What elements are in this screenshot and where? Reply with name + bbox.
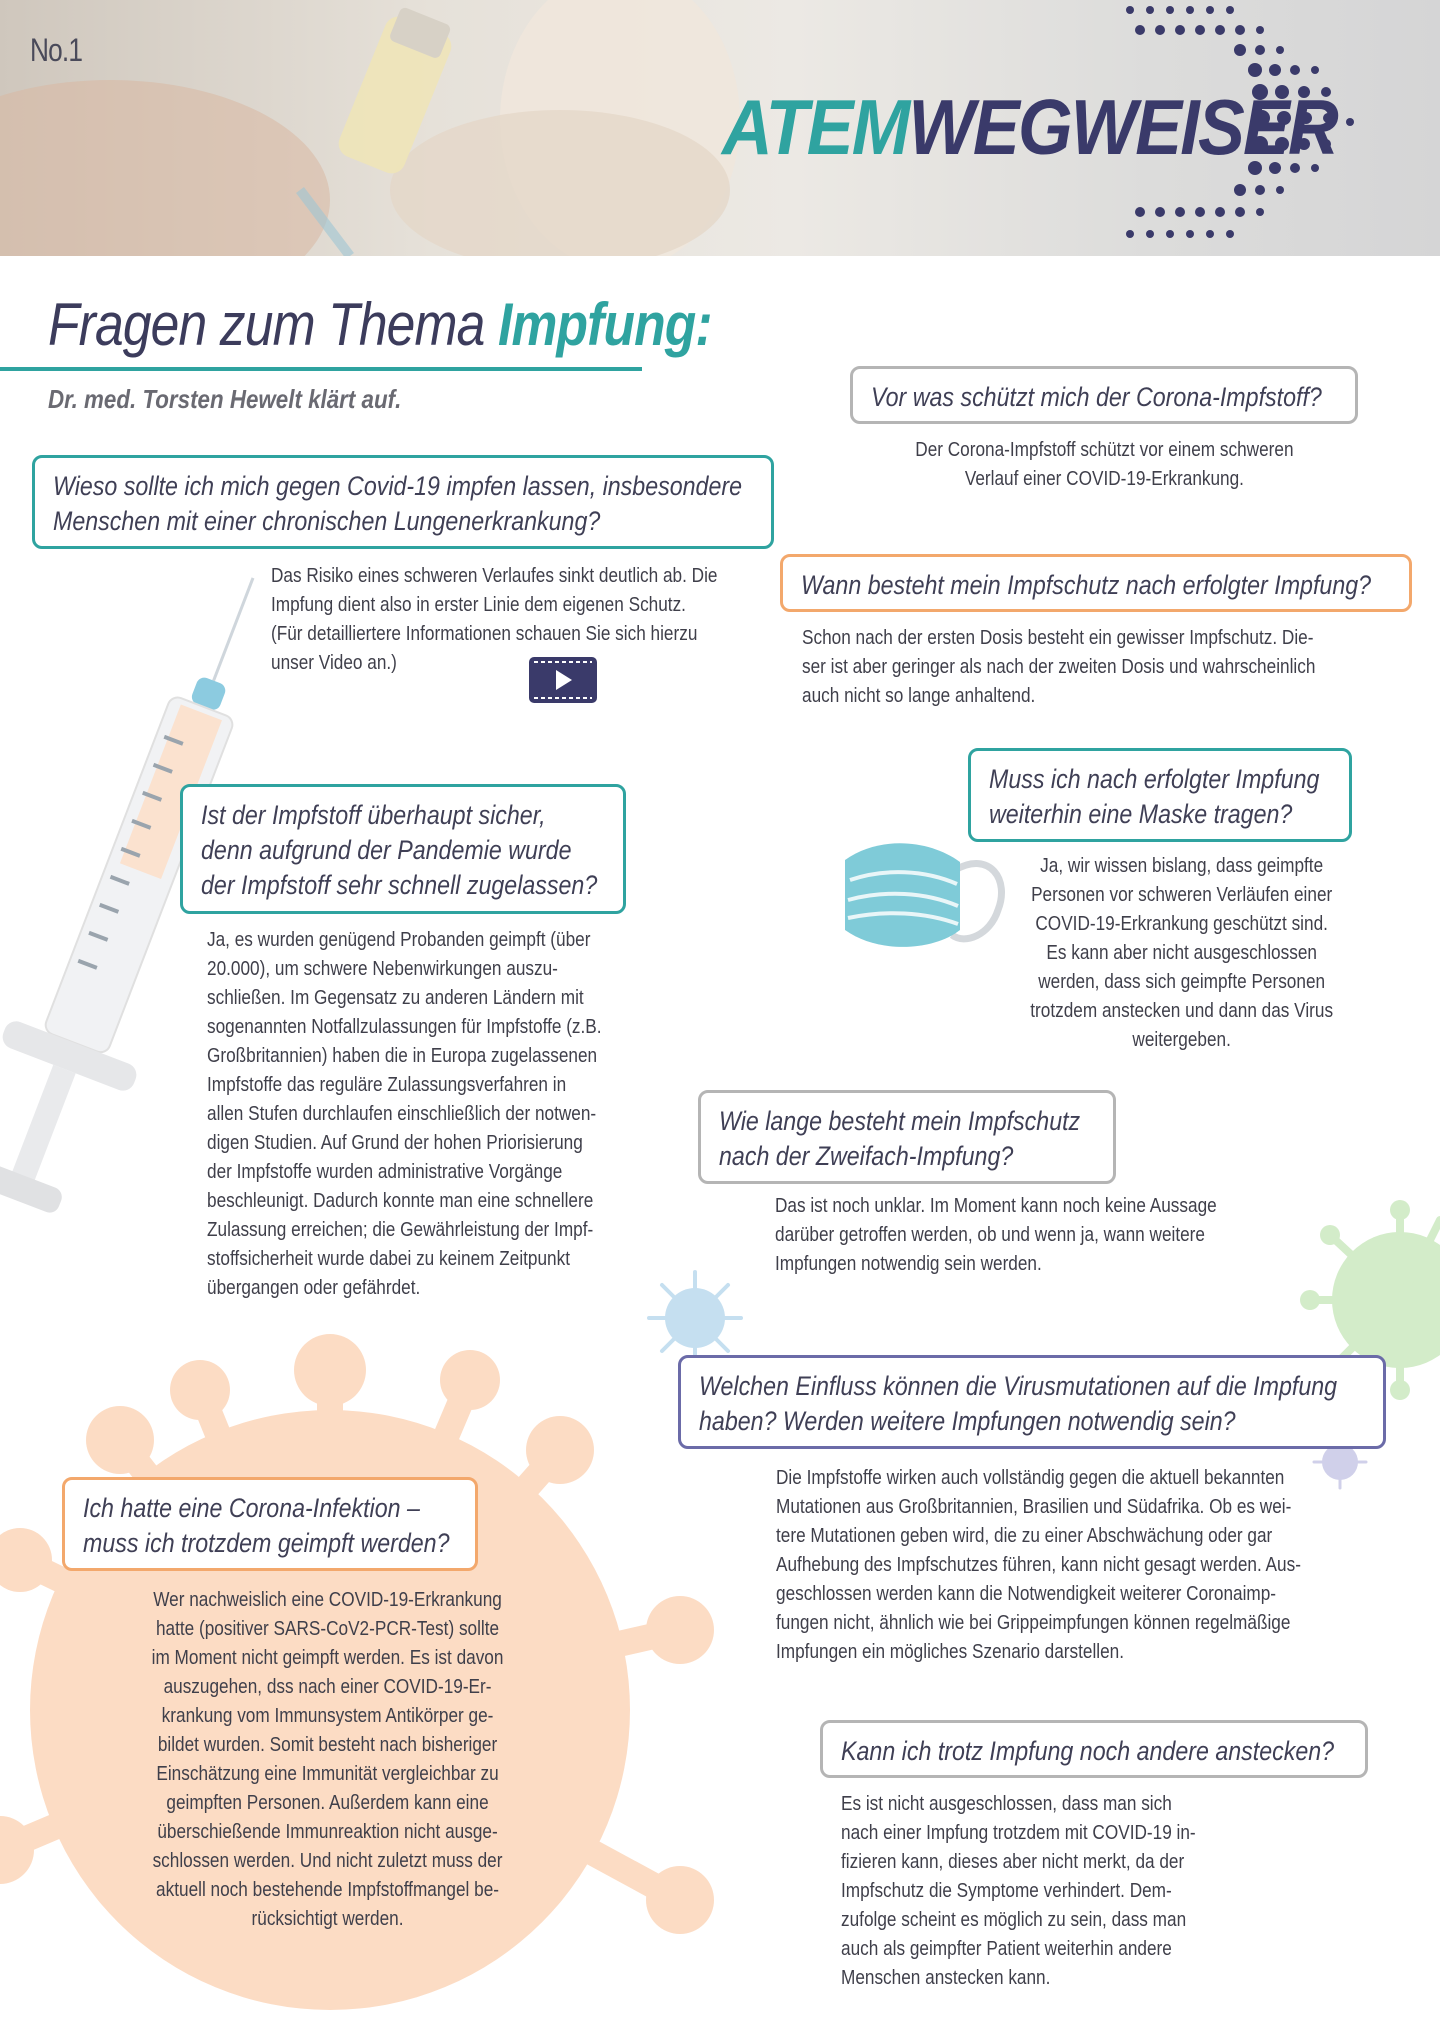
answer-line: Menschen anstecken kann. [841, 1967, 1051, 1989]
question-line: Wann besteht mein Impfschutz nach erfolgter Impfung? [801, 570, 1372, 600]
answer-line: krankung vom Immunsystem Antikörper ge- [162, 1705, 494, 1727]
answer-line: darüber getroffen werden, ob und wenn ja, wann weitere [775, 1224, 1205, 1246]
question-line: haben? Werden weitere Impfungen notwendig sein? [699, 1406, 1236, 1436]
answer-safe [207, 926, 657, 1303]
answer-line: geschlossen werden kann die Notwendigkeit weiterer Coronaimp- [776, 1583, 1277, 1605]
answer-line: nach einer Impfung trotzdem mit COVID-19 in- [841, 1822, 1196, 1844]
answer-line: Das ist noch unklar. Im Moment kann noch keine Aussage [775, 1195, 1217, 1217]
question-line: weiterhin eine Maske tragen? [989, 799, 1293, 829]
title-underline [0, 367, 642, 371]
issue-number: No.1 [30, 32, 83, 68]
answer-line: der Impfstoffe wurden administrative Vorgänge [207, 1161, 563, 1183]
answer-infection [110, 1586, 546, 1934]
answer-protects [850, 436, 1358, 494]
answer-mask [1000, 852, 1364, 1055]
answer-contagious [841, 1790, 1261, 1993]
question-line: Ist der Impfstoff überhaupt sicher, [201, 800, 546, 830]
page-title [48, 290, 712, 359]
answer-line: schließen. Im Gegensatz zu anderen Ländern mit [207, 987, 584, 1009]
answer-line: Die Impfstoffe wirken auch vollständig gegen die aktuell bekannten [776, 1467, 1285, 1489]
answer-line: aktuell noch bestehende Impfstoffmangel be- [156, 1879, 500, 1901]
question-box-contagious [820, 1720, 1368, 1778]
question-line: Welchen Einfluss können die Virusmutationen auf die Impfung [699, 1371, 1338, 1401]
answer-line: schlossen werden. Und nicht zuletzt muss der [153, 1850, 503, 1872]
answer-line: ser ist aber geringer als nach der zweiten Dosis und wahrscheinlich [802, 656, 1316, 678]
answer-mutations [776, 1464, 1376, 1667]
question-line: Muss ich nach erfolgter Impfung [989, 764, 1320, 794]
answer-line: Ja, wir wissen bislang, dass geimpfte [1040, 855, 1324, 877]
answer-line: Der Corona-Impfstoff schützt vor einem schweren [914, 439, 1294, 461]
answer-line: fungen nicht, ähnlich wie bei Grippeimpfungen können regelmäßige [776, 1612, 1291, 1634]
answer-line: digen Studien. Auf Grund der hohen Priorisierung [207, 1132, 583, 1154]
answer-line: zufolge scheint es möglich zu sein, dass man [841, 1909, 1187, 1931]
brand-part-wegweiser: WEGWEISER [908, 83, 1337, 171]
question-box-duration [698, 1090, 1116, 1184]
header-banner [0, 0, 1440, 256]
answer-line: Impfung dient also in erster Linie dem eigenen Schutz. [271, 594, 686, 616]
answer-line: Das Risiko eines schweren Verlaufes sinkt deutlich ab. Die [271, 565, 718, 587]
answer-line: übergangen oder gefährdet. [207, 1277, 421, 1299]
question-line: Vor was schützt mich der Corona-Impfstoff? [871, 382, 1322, 412]
question-line: denn aufgrund der Pandemie wurde [201, 835, 572, 865]
answer-line: auch nicht so lange anhaltend. [802, 685, 1036, 707]
answer-line: stoffsicherheit wurde dabei zu keinem Zeitpunkt [207, 1248, 571, 1270]
answer-line: Wer nachweislich eine COVID-19-Erkrankung [153, 1589, 503, 1611]
question-line: der Impfstoff sehr schnell zugelassen? [201, 870, 598, 900]
question-box-protects [850, 366, 1358, 424]
answer-line: Personen vor schweren Verläufen einer [1031, 884, 1333, 906]
answer-line: überschießende Immunreaktion nicht ausge- [157, 1821, 499, 1843]
answer-line: sogenannten Notfallzulassungen für Impfstoffe (z.B. [207, 1016, 602, 1038]
answer-line: COVID-19-Erkrankung geschützt sind. [1035, 913, 1329, 935]
question-box-when [780, 554, 1412, 612]
question-line: Kann ich trotz Impfung noch andere anstecken? [841, 1736, 1335, 1766]
answer-line: Impfungen ein mögliches Szenario darstellen. [776, 1641, 1125, 1663]
answer-line: auszugehen, dss nach einer COVID-19-Er- [164, 1676, 492, 1698]
answer-line: geimpften Personen. Außerdem kann eine [166, 1792, 490, 1814]
question-box-mask [968, 748, 1352, 842]
answer-line: tere Mutationen geben wird, die zu einer Abschwächung oder gar [776, 1525, 1273, 1547]
video-play-icon[interactable] [528, 656, 598, 704]
question-line: Wie lange besteht mein Impfschutz [719, 1106, 1081, 1136]
answer-line: werden, dass sich geimpfte Personen [1038, 971, 1326, 993]
question-line: nach der Zweifach-Impfung? [719, 1141, 1014, 1171]
answer-line: rücksichtigt werden. [251, 1908, 405, 1930]
answer-line: 20.000), um schwere Nebenwirkungen auszu- [207, 958, 558, 980]
author-line: Dr. med. Torsten Hewelt klärt auf. [48, 384, 402, 414]
question-box-safe [180, 784, 626, 914]
question-box-mutations [678, 1355, 1386, 1449]
answer-line: trotzdem anstecken und dann das Virus [1030, 1000, 1334, 1022]
answer-line: Einschätzung eine Immunität vergleichbar zu [156, 1763, 500, 1785]
brand-part-atem: ATEM [722, 83, 909, 171]
answer-line: hatte (positiver SARS-CoV2-PCR-Test) sollte [156, 1618, 500, 1640]
answer-line: fizieren kann, dieses aber nicht merkt, da der [841, 1851, 1185, 1873]
answer-line: Zulassung erreichen; die Gewährleistung der Impf- [207, 1219, 594, 1241]
answer-line: auch als geimpfter Patient weiterhin andere [841, 1938, 1172, 1960]
page-title-prefix: Fragen zum Thema [48, 291, 498, 358]
answer-line: Impfstoffe das reguläre Zulassungsverfahren in [207, 1074, 567, 1096]
answer-line: allen Stufen durchlaufen einschließlich der notwen- [207, 1103, 597, 1125]
answer-line: Es kann aber nicht ausgeschlossen [1046, 942, 1318, 964]
question-line: Wieso sollte ich mich gegen Covid-19 impfen lassen, insbesondere [53, 471, 743, 501]
answer-line: Großbritannien) haben die in Europa zugelassenen [207, 1045, 598, 1067]
brand-logo [722, 83, 1337, 171]
page-title-highlight: Impfung: [497, 291, 712, 358]
answer-line: im Moment nicht geimpft werden. Es ist davon [152, 1647, 504, 1669]
answer-why [271, 562, 771, 678]
question-box-why [32, 455, 774, 549]
answer-line: Impfschutz die Symptome verhindert. Dem- [841, 1880, 1172, 1902]
answer-line: beschleunigt. Dadurch konnte man eine schnellere [207, 1190, 594, 1212]
answer-line: Schon nach der ersten Dosis besteht ein gewisser Impfschutz. Die- [802, 627, 1314, 649]
question-box-infection [62, 1477, 478, 1571]
question-line: muss ich trotzdem geimpft werden? [83, 1528, 450, 1558]
answer-line: Aufhebung des Impfschutzes führen, kann nicht gesagt werden. Aus- [776, 1554, 1301, 1576]
answer-line: weitergeben. [1132, 1029, 1232, 1051]
answer-line: Mutationen aus Großbritannien, Brasilien und Südafrika. Ob es wei- [776, 1496, 1292, 1518]
question-line: Menschen mit einer chronischen Lungenerkrankung? [53, 506, 601, 536]
virus-illustration-blue [649, 1272, 741, 1364]
answer-line: Impfungen notwendig sein werden. [775, 1253, 1042, 1275]
face-mask-illustration [845, 843, 1001, 947]
answer-when [802, 624, 1402, 711]
answer-line: Verlauf einer COVID-19-Erkrankung. [964, 468, 1244, 490]
answer-line: unser Video an.) [271, 652, 397, 674]
answer-line: Es ist nicht ausgeschlossen, dass man sich [841, 1793, 1172, 1815]
answer-line: (Für detailliertere Informationen schauen Sie sich hierzu [271, 623, 698, 645]
answer-line: bildet wurden. Somit besteht nach bisheriger [158, 1734, 498, 1756]
question-line: Ich hatte eine Corona-Infektion – [83, 1493, 420, 1523]
answer-line: Ja, es wurden genügend Probanden geimpft (über [207, 929, 591, 951]
answer-duration [775, 1192, 1315, 1279]
